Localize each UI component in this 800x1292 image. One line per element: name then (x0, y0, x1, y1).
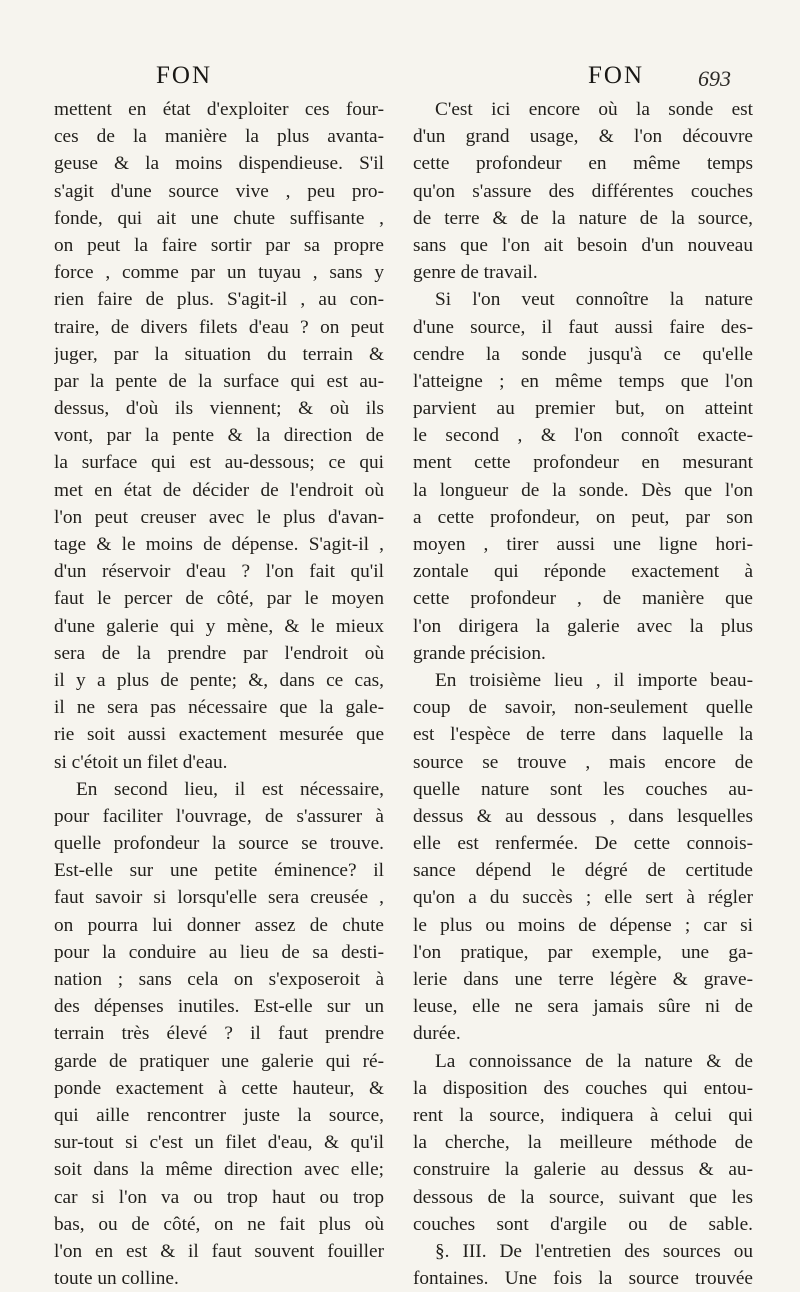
text-line: zontale qui réponde exactement à (413, 561, 753, 583)
text-line: Si l'on veut connoître la nature (435, 289, 753, 311)
text-line: source se trouve , mais encore de (413, 751, 753, 773)
text-line: l'on en est & il faut souvent fouiller (54, 1240, 384, 1262)
text-line: qui aille rencontrer juste la source, (54, 1104, 384, 1126)
text-line: La connoissance de la nature & de (435, 1050, 753, 1072)
text-line: nation ; sans cela on s'exposeroit à (54, 969, 384, 990)
text-line: de terre & de la nature de la source, (413, 207, 753, 229)
text-line: garde de pratiquer une galerie qui ré- (54, 1050, 384, 1072)
text-line: pour faciliter l'ouvrage, de s'assurer à (54, 805, 384, 827)
text-line: durée. (413, 1023, 461, 1045)
text-line: qu'on s'assure des différentes couches (413, 180, 753, 202)
text-line: d'une galerie qui y mène, & le mieux (54, 615, 384, 637)
text-line: rie soit aussi exactement mesurée que (54, 724, 384, 746)
text-line: grande précision. (413, 642, 546, 664)
text-line: juger, par la situation du terrain & (54, 343, 384, 365)
text-line: rien faire de plus. S'agit-il , au con- (54, 289, 384, 311)
text-line: ponde exactement à cette hauteur, & (54, 1077, 384, 1099)
text-line: En troisième lieu , il importe beau- (435, 669, 753, 691)
text-line: quelle nature sont les couches au- (413, 778, 753, 800)
text-line: fonde, qui ait une chute suffisante , (54, 207, 384, 229)
text-line: il ne sera pas nécessaire que la gale- (54, 697, 384, 719)
text-line: toute un colline. (54, 1268, 179, 1290)
text-line: sans que l'on ait besoin d'un nouveau (413, 234, 753, 256)
text-line: la longueur de la sonde. Dès que l'on (413, 479, 753, 501)
text-line: force , comme par un tuyau , sans y (54, 262, 384, 284)
page-number: 693 (698, 66, 731, 91)
text-line: C'est ici encore où la sonde est (435, 99, 753, 120)
text-line: sur-tout si c'est un filet d'eau, & qu'il (54, 1132, 384, 1154)
text-line: mettent en état d'exploiter ces four- (54, 99, 384, 120)
text-line: traire, de divers filets d'eau ? on peut (54, 316, 384, 338)
text-line: Est-elle sur une petite éminence? il (54, 860, 384, 882)
text-line: qu'on a du succès ; elle sert à régler (413, 887, 753, 909)
text-line: parvient au premier but, on atteint (413, 398, 753, 420)
text-line: le second , & l'on connoît exacte- (413, 425, 753, 447)
text-line: soit dans la même direction avec elle; (54, 1159, 384, 1181)
text-line: sera de la prendre par l'endroit où (54, 642, 384, 664)
text-line: d'un réservoir d'eau ? l'on fait qu'il (54, 561, 384, 583)
text-line: cette profondeur , de manière que (413, 588, 753, 610)
text-line: genre de travail. (413, 262, 538, 284)
text-line: l'on peut creuser avec le plus d'avan- (54, 506, 384, 528)
text-line: elle est renfermée. De cette connois- (413, 833, 753, 855)
text-line: la cherche, la meilleure méthode de (413, 1132, 753, 1154)
text-line: terrain très élevé ? il faut prendre (54, 1023, 384, 1045)
text-line: on peut la faire sortir par sa propre (54, 234, 384, 256)
text-line: des dépenses inutiles. Est-elle sur un (54, 996, 384, 1018)
text-line: il y a plus de pente; &, dans ce cas, (54, 669, 384, 691)
text-line: couches sont d'argile ou de sable. (413, 1213, 753, 1235)
text-line: d'un grand usage, & l'on découvre (413, 126, 753, 148)
text-line: bas, ou de côté, on ne fait plus où (54, 1213, 384, 1235)
text-line: l'on pratique, par exemple, une ga- (413, 941, 753, 963)
text-line: l'atteigne ; en même temps que l'on (413, 370, 753, 392)
text-line: d'une source, il faut aussi faire des- (413, 316, 753, 338)
text-line: car si l'on va ou trop haut ou trop (54, 1186, 384, 1208)
text-line: quelle profondeur la source se trouve. (54, 833, 384, 855)
text-line: fontaines. Une fois la source trouvée (413, 1268, 753, 1290)
text-line: §. III. De l'entretien des sources ou (435, 1240, 753, 1262)
text-line: s'agit d'une source vive , peu pro- (54, 180, 384, 202)
text-line: tage & le moins de dépense. S'agit-il , (54, 534, 384, 555)
text-line: met en état de décider de l'endroit où (54, 479, 384, 501)
text-line: coup de savoir, non-seulement quelle (413, 697, 753, 719)
running-header-left: FON (156, 62, 213, 89)
text-line: moyen , tirer aussi une ligne hori- (413, 534, 753, 555)
text-line: construire la galerie au dessus & au- (413, 1159, 753, 1181)
left-text-column (54, 96, 384, 1292)
text-line: leuse, elle ne sera jamais sûre ni de (413, 996, 753, 1018)
right-text-column (413, 96, 753, 1292)
text-line: le plus ou moins de dépense ; car si (413, 914, 753, 936)
text-line: si c'étoit un filet d'eau. (54, 751, 228, 773)
text-line: pour la conduire au lieu de sa desti- (54, 941, 384, 963)
running-header-right: FON (588, 62, 645, 89)
text-line: vont, par la pente & la direction de (54, 425, 384, 447)
text-line: est l'espèce de terre dans laquelle la (413, 724, 753, 746)
text-line: dessous de la source, suivant que les (413, 1186, 753, 1208)
text-line: lerie dans une terre légère & grave- (413, 969, 753, 990)
text-line: ces de la manière la plus avanta- (54, 126, 384, 148)
text-line: En second lieu, il est nécessaire, (76, 778, 384, 800)
text-line: cendre la sonde jusqu'à ce qu'elle (413, 343, 753, 365)
text-line: dessus, d'où ils viennent; & où ils (54, 398, 384, 420)
text-line: la surface qui est au-dessous; ce qui (54, 452, 384, 474)
text-line: cette profondeur en même temps (413, 153, 753, 175)
text-line: par la pente de la surface qui est au- (54, 370, 384, 392)
text-line: sance dépend le dégré de certitude (413, 860, 753, 882)
text-line: ment cette profondeur en mesurant (413, 452, 753, 474)
text-line: on pourra lui donner assez de chute (54, 914, 384, 936)
text-line: faut savoir si lorsqu'elle sera creusée , (54, 887, 384, 909)
text-line: a cette profondeur, on peut, par son (413, 506, 753, 528)
text-line: dessus & au dessous , dans lesquelles (413, 805, 753, 827)
text-line: l'on dirigera la galerie avec la plus (413, 615, 753, 637)
text-line: la disposition des couches qui entou- (413, 1077, 753, 1099)
text-line: faut le percer de côté, par le moyen (54, 588, 384, 610)
text-line: rent la source, indiquera à celui qui (413, 1104, 753, 1126)
text-line: geuse & la moins dispendieuse. S'il (54, 153, 384, 175)
